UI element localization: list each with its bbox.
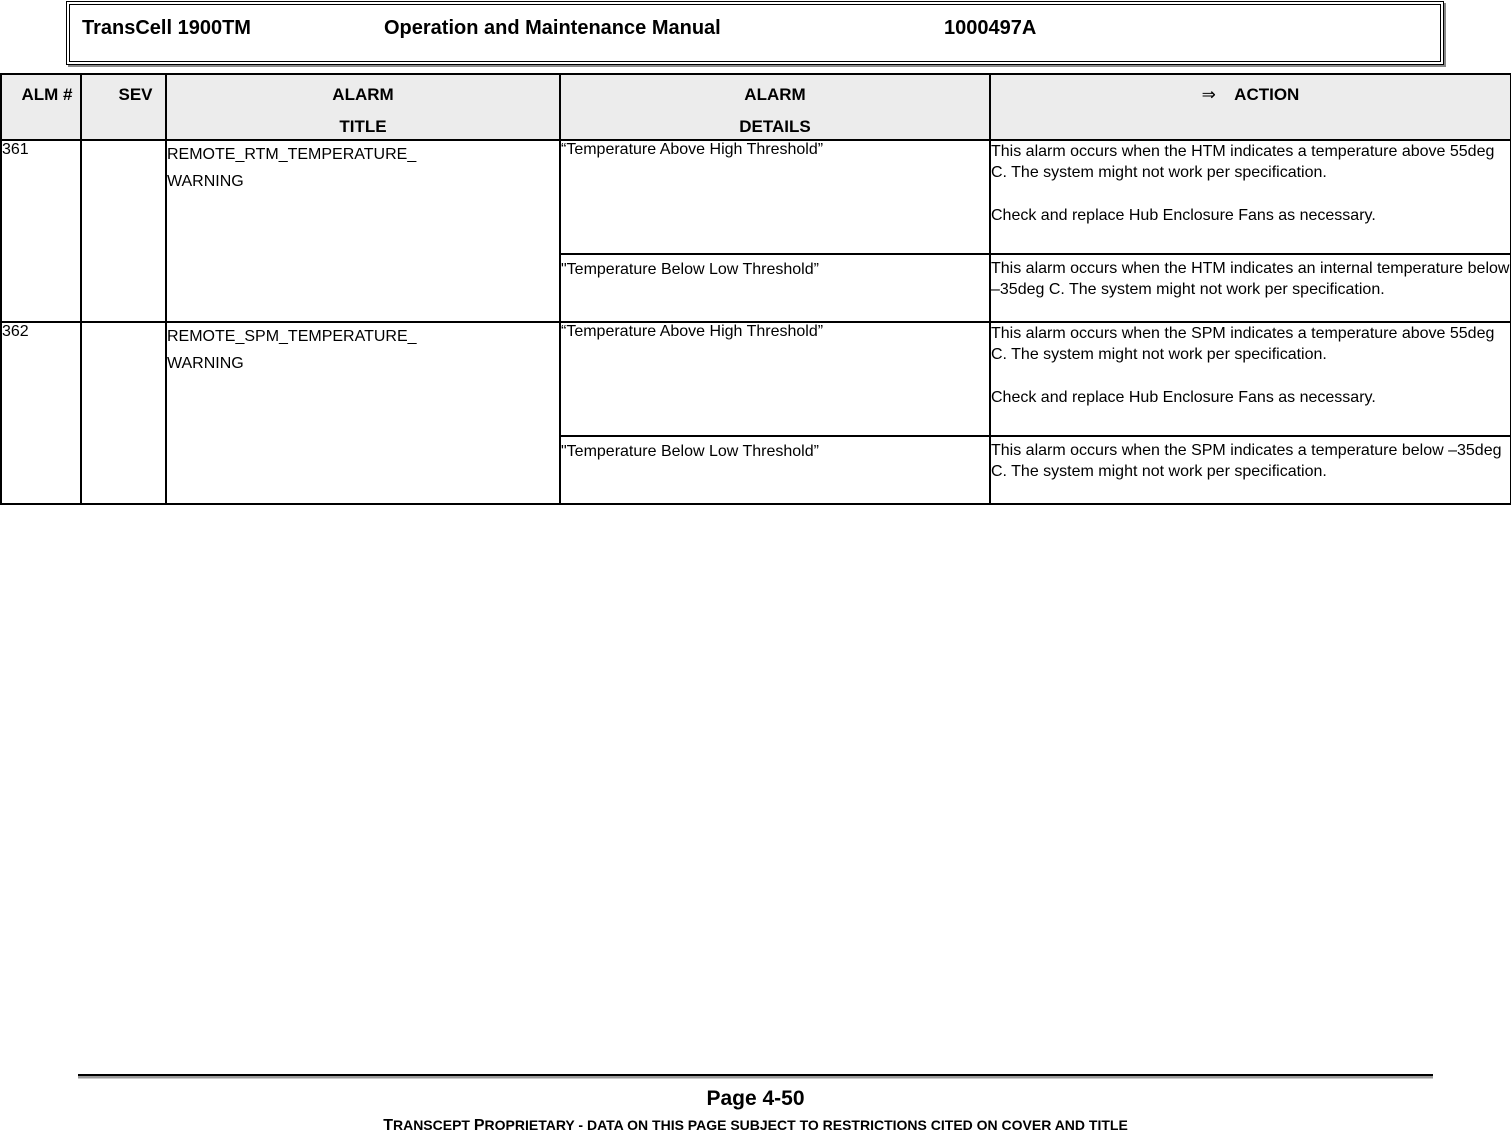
column-header-alarm-number: ALM # [1,74,81,140]
table-row [1,140,1511,254]
alarm-action: This alarm occurs when the HTM indicates a temperature above 55deg C. The system might not work per specification. Check and replace Hub Enclosure Fans as necessary. [990,140,1511,254]
alarm-title: REMOTE_RTM_TEMPERATURE_ WARNING [166,140,560,322]
alarm-severity [81,140,166,322]
alarm-number: 362 [1,322,81,504]
table-header-row [1,74,1511,140]
header-manual-title: Operation and Maintenance Manual [384,17,721,39]
page-header [66,1,1444,65]
column-header-alarm-details: ALARM DETAILS [560,74,990,140]
alarm-details: "Temperature Below Low Threshold” [560,254,990,322]
alarm-action: This alarm occurs when the SPM indicates a temperature below –35deg C. The system might not work per specification. [990,436,1511,504]
alarm-number: 361 [1,140,81,322]
column-header-action [990,74,1511,140]
column-header-alarm-title: ALARM TITLE [166,74,560,140]
table-row [1,322,1511,436]
footer-divider [78,1074,1433,1078]
column-header-severity: SEV [81,74,166,140]
alarm-action: This alarm occurs when the HTM indicates an internal temperature below –35deg C. The system might not work per specification. [990,254,1511,322]
implies-arrow-icon: ⇒ [1201,85,1216,105]
alarm-title: REMOTE_SPM_TEMPERATURE_ WARNING [166,322,560,504]
action-header-label: ACTION [1234,85,1300,104]
proprietary-notice: TRANSCEPT PROPRIETARY - DATA ON THIS PAGE SUBJECT TO RESTRICTIONS CITED ON COVER AND TITLE [383,1117,1128,1134]
page-number: Page 4-50 [706,1087,805,1110]
header-document-number: 1000497A [944,17,1037,39]
alarm-action: This alarm occurs when the SPM indicates a temperature above 55deg C. The system might not work per specification. Check and replace Hub Enclosure Fans as necessary. [990,322,1511,436]
alarm-details: “Temperature Above High Threshold” [560,140,990,254]
alarm-table [0,73,1511,505]
alarm-details: "Temperature Below Low Threshold” [560,436,990,504]
alarm-details: “Temperature Above High Threshold” [560,322,990,436]
alarm-severity [81,322,166,504]
header-product-name: TransCell 1900TM [82,17,251,39]
